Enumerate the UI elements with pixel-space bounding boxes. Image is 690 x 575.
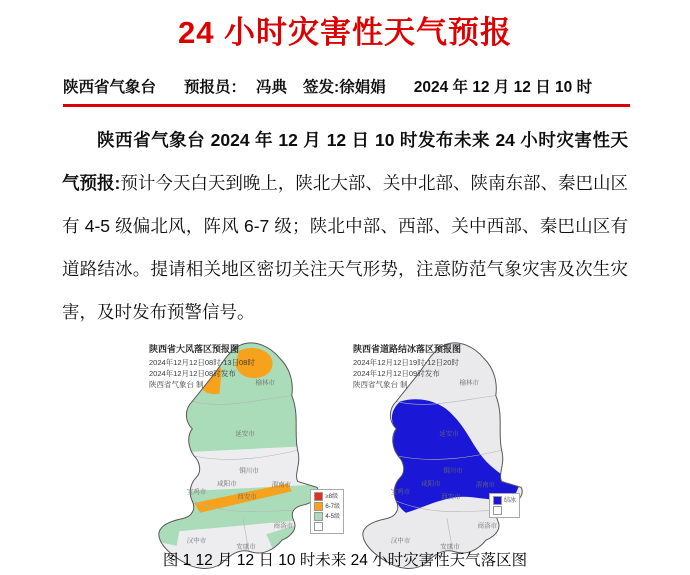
wind-map-header — [149, 343, 255, 390]
wind-map-figure — [142, 339, 344, 575]
maps-row — [0, 339, 690, 575]
forecast-content: 预计今天白天到晚上，陕北大部、关中北部、陕南东部、秦巴山区有 4-5 级偏北风，阵风 6-7 级；陕北中部、西部、关中西部、秦巴山区有道路结冰。提请相关地区密切关注天气形势，注意防范气象灾害及次生灾害，及时发布预警信号。 — [62, 173, 628, 322]
wind-map-title: 陕西省大风落区预报图 — [149, 344, 240, 354]
ice-map-title: 陕西省道路结冰落区预报图 — [353, 344, 462, 354]
forecast-body — [62, 119, 628, 334]
city-label: 延安市 — [439, 430, 459, 438]
issue-datetime: 2024 年 12 月 12 日 10 时 — [413, 79, 593, 96]
legend-item — [314, 512, 340, 521]
legend-swatch — [314, 492, 323, 501]
city-label: 西安市 — [237, 493, 257, 501]
wind-map-valid-time: 2024年12月12日08时-13日08时 — [149, 357, 255, 367]
legend-label: ≥8级 — [325, 493, 338, 500]
city-label: 咸阳市 — [421, 480, 441, 488]
meta-line — [63, 75, 630, 107]
legend-swatch — [493, 496, 502, 505]
city-label: 榆林市 — [459, 379, 479, 387]
city-label: 榆林市 — [255, 379, 275, 387]
issuer-name: 签发:徐娟娟 — [303, 79, 386, 96]
city-label: 商洛市 — [273, 522, 294, 530]
legend-swatch — [493, 506, 502, 515]
city-label: 宝鸡市 — [390, 488, 411, 496]
city-label: 延安市 — [235, 430, 255, 438]
city-label: 汉中市 — [390, 537, 411, 545]
ice-map-figure — [346, 339, 548, 575]
legend-item — [314, 522, 340, 531]
figure-caption: 图 1 12 月 12 日 10 时未来 24 小时灾害性天气落区图 — [162, 552, 528, 569]
legend-swatch — [314, 512, 323, 521]
ice-map-issue-time: 2024年12月12日09时发布 — [353, 368, 440, 378]
ice-map-legend — [489, 493, 520, 518]
city-label: 西安市 — [441, 493, 461, 501]
city-label: 宝鸡市 — [186, 488, 207, 496]
legend-swatch — [314, 502, 323, 511]
city-label: 咸阳市 — [217, 480, 237, 488]
city-label: 安康市 — [236, 543, 256, 551]
legend-item — [314, 502, 340, 511]
city-label: 铜川市 — [239, 467, 259, 475]
legend-item — [314, 492, 340, 501]
legend-label: 4-5级 — [325, 513, 340, 520]
agency-name: 陕西省气象台 — [63, 79, 157, 96]
legend-label: 结冰 — [504, 497, 517, 504]
city-label: 渭南市 — [475, 481, 496, 489]
forecaster-name: 冯典 — [256, 79, 288, 96]
ice-map-header — [353, 343, 461, 390]
legend-label: 6-7级 — [325, 503, 340, 510]
forecaster-label: 预报员： — [184, 79, 247, 96]
legend-item — [493, 496, 516, 505]
forecast-lead: 陕西省气象台 2024 年 12 月 12 日 10 时发布未来 24 小时灾害性天气预报: — [62, 130, 628, 193]
wind-map-producer: 陕西省气象台 制 — [149, 380, 204, 389]
city-label: 商洛市 — [477, 522, 498, 530]
ice-map-valid-time: 2024年12月12日19时-12日20时 — [353, 357, 459, 367]
city-label: 汉中市 — [186, 537, 207, 545]
ice-map-producer: 陕西省气象台 制 — [353, 380, 408, 389]
legend-item — [493, 506, 516, 515]
legend-swatch — [314, 522, 323, 531]
page-title: 24 小时灾害性天气预报 — [177, 15, 513, 50]
wind-map-issue-time: 2024年12月12日08时发布 — [149, 368, 236, 378]
city-label: 安康市 — [440, 543, 460, 551]
city-label: 铜川市 — [443, 467, 463, 475]
wind-map-legend — [310, 489, 344, 534]
city-label: 渭南市 — [271, 481, 292, 489]
